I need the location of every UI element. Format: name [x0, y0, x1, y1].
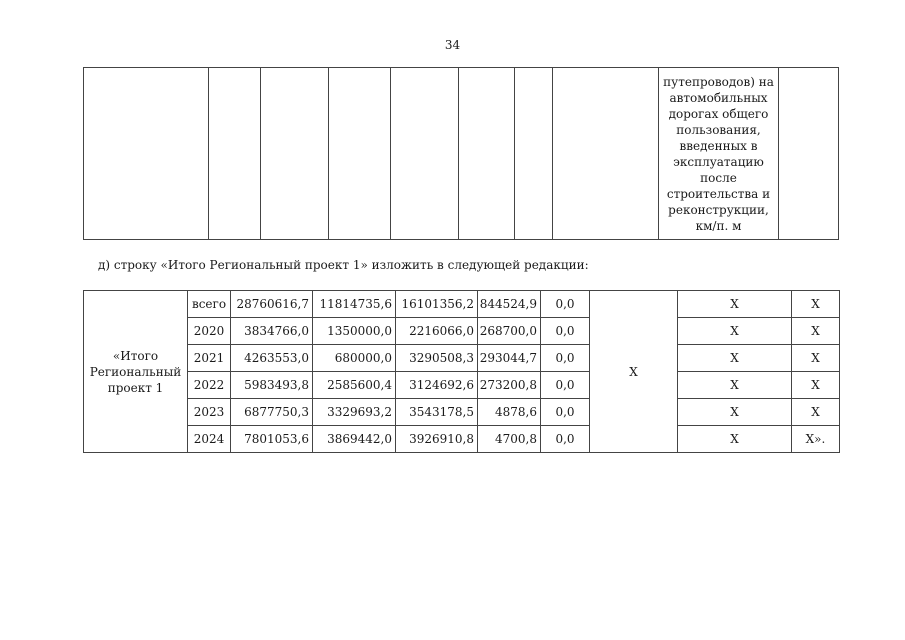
empty-cell — [209, 68, 261, 240]
value-cell: 3543178,5 — [396, 399, 478, 426]
empty-cell — [261, 68, 329, 240]
value-cell: 3869442,0 — [313, 426, 396, 453]
value-cell: 2585600,4 — [313, 372, 396, 399]
value-cell: 1350000,0 — [313, 318, 396, 345]
period-cell: 2024 — [188, 426, 231, 453]
value-cell: 4700,8 — [478, 426, 541, 453]
empty-cell — [779, 68, 839, 240]
total-cell: 7801053,6 — [231, 426, 313, 453]
period-cell: 2020 — [188, 318, 231, 345]
value-cell: 844524,9 — [478, 291, 541, 318]
table-row — [84, 318, 840, 345]
period-cell: 2021 — [188, 345, 231, 372]
x-cell: Х — [792, 399, 840, 426]
empty-cell — [515, 68, 553, 240]
table-row — [84, 345, 840, 372]
empty-cell — [553, 68, 659, 240]
value-cell: 0,0 — [541, 345, 590, 372]
period-cell: всего — [188, 291, 231, 318]
value-cell: 680000,0 — [313, 345, 396, 372]
value-cell: 268700,0 — [478, 318, 541, 345]
value-cell: 293044,7 — [478, 345, 541, 372]
total-cell: 5983493,8 — [231, 372, 313, 399]
indicator-description: путепроводов) на автомобильных дорогах общего пользования, введенных в эксплуатацию после строительства и реконструкции, км/п. м — [659, 68, 779, 240]
value-cell: 0,0 — [541, 426, 590, 453]
amendment-text: д) строку «Итого Региональный проект 1» изложить в следующей редакции: — [98, 258, 589, 272]
x-cell: Х — [792, 372, 840, 399]
value-cell: 3329693,2 — [313, 399, 396, 426]
x-cell: Х — [678, 372, 792, 399]
empty-cell — [84, 68, 209, 240]
x-cell: Х — [792, 318, 840, 345]
value-cell: 0,0 — [541, 291, 590, 318]
x-cell: Х — [792, 345, 840, 372]
x-cell: Х — [792, 291, 840, 318]
regional-project-total-table — [83, 290, 840, 453]
value-cell: 0,0 — [541, 372, 590, 399]
value-cell: 0,0 — [541, 318, 590, 345]
total-cell: 4263553,0 — [231, 345, 313, 372]
x-cell: Х — [678, 399, 792, 426]
x-cell: Х — [678, 291, 792, 318]
table-row — [84, 399, 840, 426]
total-cell: 6877750,3 — [231, 399, 313, 426]
table-row — [84, 372, 840, 399]
x-cell: Х — [678, 318, 792, 345]
table-row — [84, 291, 840, 318]
value-cell: 4878,6 — [478, 399, 541, 426]
x-cell: Х — [678, 345, 792, 372]
empty-cell — [329, 68, 391, 240]
total-cell: 3834766,0 — [231, 318, 313, 345]
empty-cell — [391, 68, 459, 240]
value-cell: 3124692,6 — [396, 372, 478, 399]
period-cell: 2023 — [188, 399, 231, 426]
x-cell: Х — [678, 426, 792, 453]
period-cell: 2022 — [188, 372, 231, 399]
value-cell: 3290508,3 — [396, 345, 478, 372]
continuation-table — [83, 67, 839, 240]
page-number: 34 — [444, 38, 461, 52]
empty-cell — [459, 68, 515, 240]
value-cell: 0,0 — [541, 399, 590, 426]
value-cell: 16101356,2 — [396, 291, 478, 318]
merged-x-cell: Х — [590, 291, 678, 453]
value-cell: 273200,8 — [478, 372, 541, 399]
total-cell: 28760616,7 — [231, 291, 313, 318]
value-cell: 3926910,8 — [396, 426, 478, 453]
continuation-row — [84, 68, 839, 240]
table-row — [84, 426, 840, 453]
row-label: «Итого Региональный проект 1 — [84, 291, 188, 453]
x-cell: Х». — [792, 426, 840, 453]
value-cell: 11814735,6 — [313, 291, 396, 318]
value-cell: 2216066,0 — [396, 318, 478, 345]
